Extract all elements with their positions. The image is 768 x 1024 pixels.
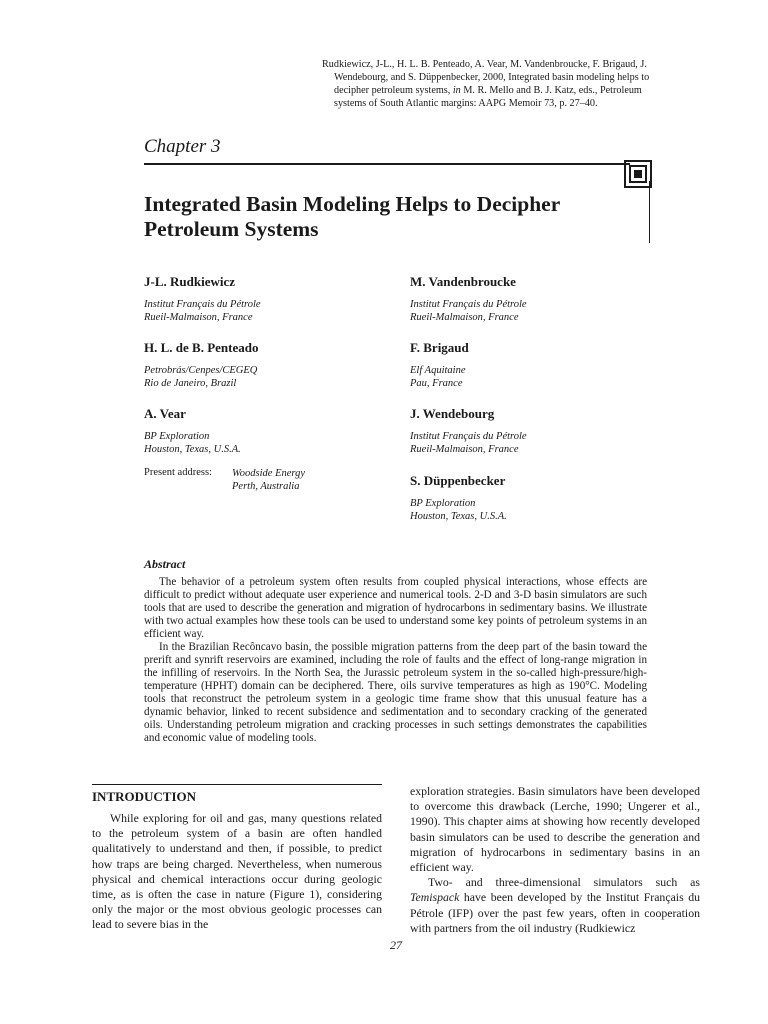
affiliation-line: Institut Français du Pétrole: [410, 299, 527, 310]
chapter-rule: [144, 163, 630, 165]
affiliation-line: Petrobrás/Cenpes/CEGEQ: [144, 365, 258, 376]
intro-paragraph-2-lead: Two- and three-dimensional simulators such as: [428, 875, 700, 890]
intro-left-column: [92, 784, 382, 933]
citation-in-word: in: [452, 85, 461, 96]
affiliation-line: BP Exploration: [410, 498, 476, 509]
author-affiliation: [144, 364, 384, 390]
author-name: S. Düppenbecker: [410, 473, 506, 488]
section-heading-introduction: INTRODUCTION: [92, 789, 197, 804]
author-affiliation: [410, 364, 650, 390]
title-line-1: Integrated Basin Modeling Helps to Decipher: [144, 192, 561, 216]
affiliation-line: Rueil-Malmaison, France: [410, 312, 519, 323]
title-side-rule: [649, 181, 650, 243]
intro-paragraph-1: While exploring for oil and gas, many questions related to the petroleum system of a basin are often handled qualitatively to understand and then, if possible, to predict how traps are being charged. Nevertheless, when numerous physical and chemical interactions occur during geologic time, as is often the case in nature (Figure 1), considering only the major or the most obvious geologic processes can lead to severe bias in the: [92, 811, 382, 932]
section-rule: [92, 784, 382, 785]
affiliation-line: Houston, Texas, U.S.A.: [144, 444, 241, 455]
affiliation-line: Rueil-Malmaison, France: [410, 444, 519, 455]
present-address: [232, 467, 305, 493]
affiliation-line: Institut Français du Pétrole: [144, 299, 261, 310]
author-name: J-L. Rudkiewicz: [144, 274, 235, 289]
author-rudkiewicz: [144, 274, 384, 324]
author-brigaud: [410, 340, 650, 390]
affiliation-line: Institut Français du Pétrole: [410, 431, 527, 442]
author-affiliation: [144, 298, 384, 324]
author-affiliation: [410, 497, 650, 523]
chapter-label: Chapter 3: [144, 136, 221, 157]
title-line-2: Petroleum Systems: [144, 217, 319, 241]
author-vear: [144, 406, 384, 456]
author-name: A. Vear: [144, 406, 186, 421]
author-affiliation: [410, 298, 650, 324]
author-affiliation: [144, 430, 384, 456]
author-vandenbroucke: [410, 274, 650, 324]
affiliation-line: Pau, France: [410, 378, 463, 389]
author-name: J. Wendebourg: [410, 406, 495, 421]
affiliation-line: Houston, Texas, U.S.A.: [410, 511, 507, 522]
citation: [322, 58, 664, 110]
software-name: Temispack: [410, 890, 460, 905]
intro-right-column: [410, 784, 700, 936]
affiliation-line: Elf Aquitaine: [410, 365, 466, 376]
abstract-paragraph-2: In the Brazilian Recôncavo basin, the possible migration patterns from the deep part of the basin toward the prerift and synrift reservoirs are examined, including the role of faults and the effect of long-range migration in the infilling of reservoirs. In the North Sea, the Jurassic petroleum system in the so-called high-pressure/high-temperature (HPHT) domain can be deciphered. There, oils survive temperatures as high as 190°C. Modeling tools that reconstruct the petroleum system in a geologic time frame show that this unusual feature has a dynamic behavior, linked to recent subsidence and sedimentation and to secondary cracking of the generated oils. Understanding petroleum migration and cracking processes in such settings demonstrates the capabilities and economic value of modeling tools.: [144, 641, 647, 744]
page-number: 27: [390, 938, 402, 952]
author-name: F. Brigaud: [410, 340, 469, 355]
abstract-paragraph-1: The behavior of a petroleum system often results from coupled physical interactions, whose effects are difficult to predict without adequate user experience and numerical tools. 2-D and 3-D basin simulators are such tools that are used to describe the generation and migration of hydrocarbons in sedimentary basins. We illustrate with two actual examples how these tools can be used to understand some key points of petroleum systems in an efficient way.: [144, 576, 647, 640]
affiliation-line: BP Exploration: [144, 431, 210, 442]
intro-paragraph-continued: exploration strategies. Basin simulators have been developed to overcome this drawback (Lerche, 1990; Ungerer et al., 1990). This chapter aims at showing how recently developed basin simulators can be used to describe the generation and migration of hydrocarbons in sedimentary basins in an efficient way.: [410, 784, 700, 875]
author-name: M. Vandenbroucke: [410, 274, 516, 289]
author-wendebourg: [410, 406, 650, 456]
page-title: [144, 192, 624, 242]
intro-paragraph-2: [410, 875, 700, 936]
present-address-label: Present address:: [144, 467, 212, 478]
abstract-heading: Abstract: [144, 557, 186, 571]
intro-left-text: [92, 811, 382, 933]
author-name: H. L. de B. Penteado: [144, 340, 259, 355]
citation-text-end: M. R. Mello and B. J. Katz, eds., Petroleum systems of South Atlantic margins: AAPG Memoir 73, p. 27–40.: [334, 85, 642, 109]
intro-paragraph-2-rest: have been developed by the Institut Français du Pétrole (IFP) over the past few years, often in cooperation with partners from the oil industry (Rudkiewicz: [410, 890, 700, 935]
affiliation-line: Rio de Janeiro, Brazil: [144, 378, 237, 389]
citation-text: Rudkiewicz, J-L., H. L. B. Penteado, A. Vear, M. Vandenbroucke, F. Brigaud, J. Wendebourg, and S. Düppenbecker, 2000, Integrated basin modeling helps to decipher petroleum systems,: [322, 59, 650, 96]
present-address-line: Woodside Energy: [232, 468, 306, 479]
present-address-line: Perth, Australia: [232, 481, 300, 492]
author-penteado: [144, 340, 384, 390]
author-affiliation: [410, 430, 650, 456]
author-duppenbecker: [410, 473, 650, 523]
affiliation-line: Rueil-Malmaison, France: [144, 312, 253, 323]
abstract-body: [144, 576, 647, 745]
